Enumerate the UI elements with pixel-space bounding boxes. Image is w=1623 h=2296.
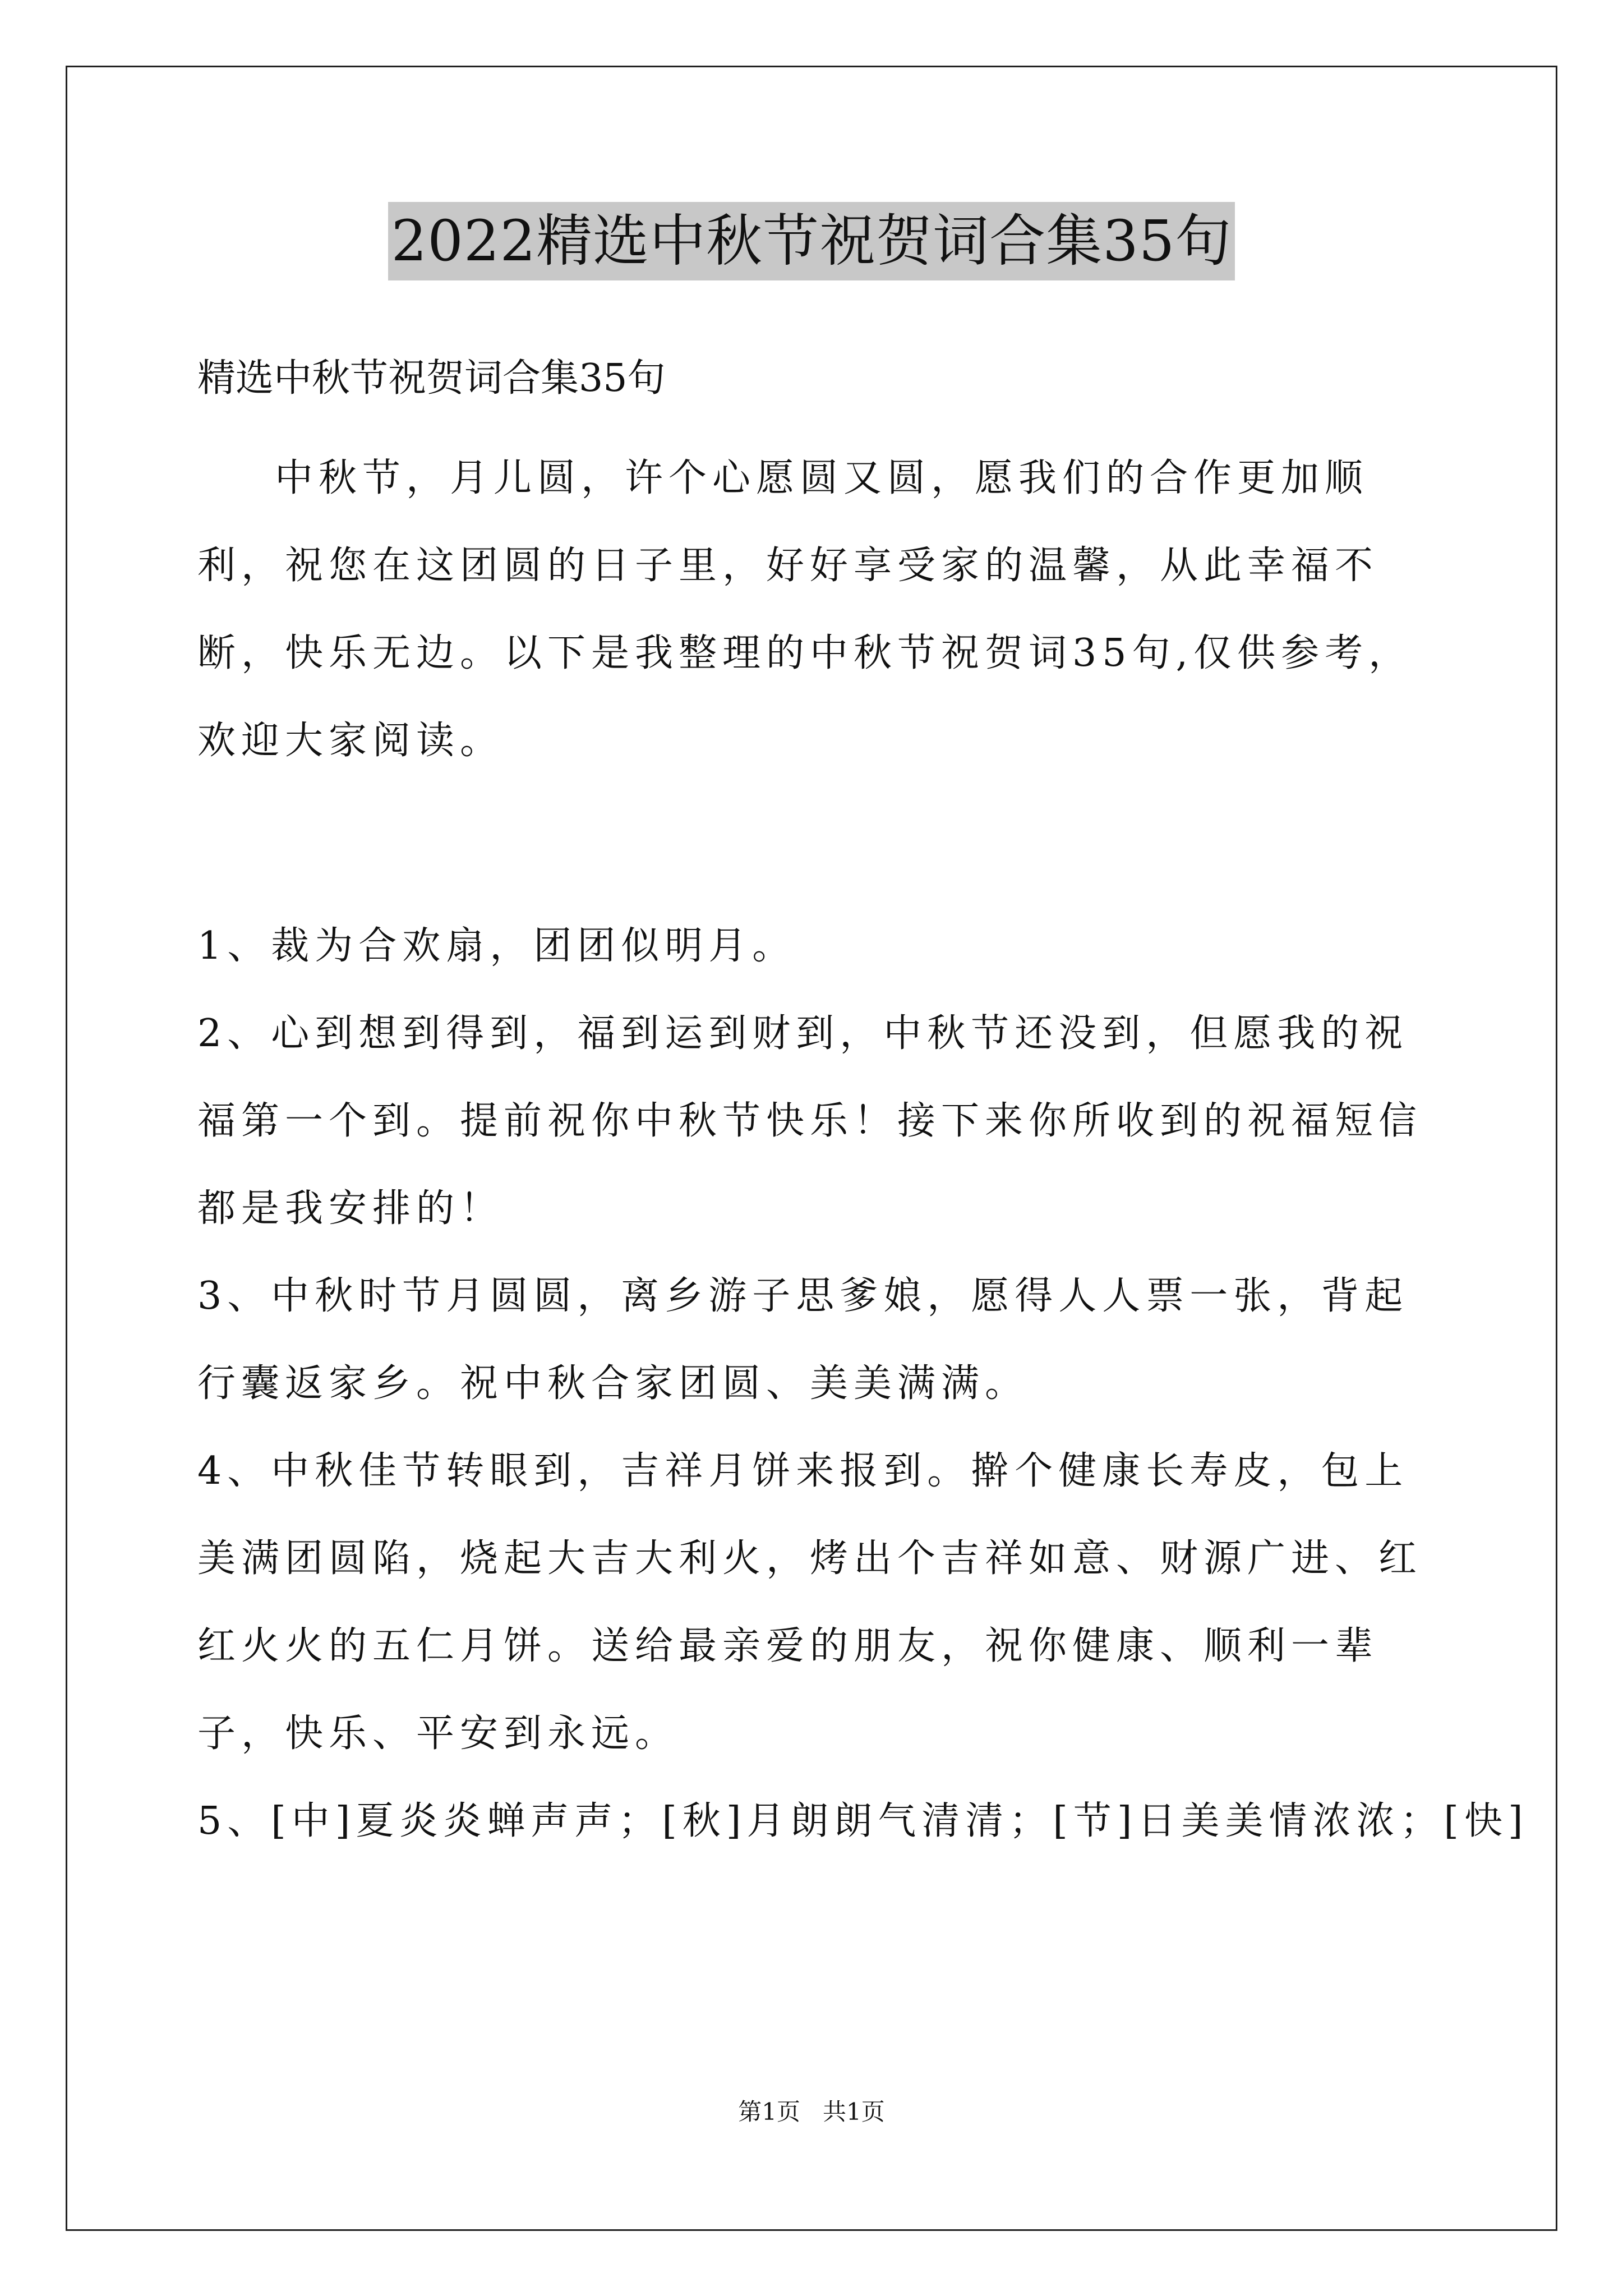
page-number: 第1页 共1页	[738, 2098, 885, 2125]
intro-paragraph: 中秋节，月儿圆，许个心愿圆又圆，愿我们的合作更加顺利，祝您在这团圆的日子里，好好享受家的温馨，从此幸福不断，快乐无边。以下是我整理的中秋节祝贺词35句,仅供参考，欢迎大家阅读。	[197, 456, 1413, 763]
paragraph-spacer	[197, 785, 1431, 903]
list-item: 5、[中]夏炎炎蝉声声；[秋]月朗朗气清清；[节]日美美情浓浓；[快]	[197, 1799, 1529, 1843]
list-item: 1、裁为合欢扇，团团似明月。	[197, 924, 796, 968]
list-item: 3、中秋时节月圆圆，离乡游子思爹娘，愿得人人票一张，背起行囊返家乡。祝中秋合家团圆、美美满满。	[197, 1274, 1409, 1406]
document-subtitle: 精选中秋节祝贺词合集35句	[197, 356, 666, 401]
list-item: 4、中秋佳节转眼到，吉祥月饼来报到。擀个健康长寿皮，包上美满团圆陷，烧起大吉大利火，烤出个吉祥如意、财源广进、红红火火的五仁月饼。送给最亲爱的朋友，祝你健康、顺利一辈子，快乐、平安到永远。	[197, 1449, 1423, 1756]
title-wrap	[0, 202, 1623, 280]
list-item: 2、心到想到得到，福到运到财到，中秋节还没到，但愿我的祝福第一个到。提前祝你中秋节快乐！接下来你所收到的祝福短信都是我安排的！	[197, 1011, 1423, 1231]
document-body	[197, 345, 1529, 1865]
document-title: 2022精选中秋节祝贺词合集35句	[388, 202, 1235, 280]
